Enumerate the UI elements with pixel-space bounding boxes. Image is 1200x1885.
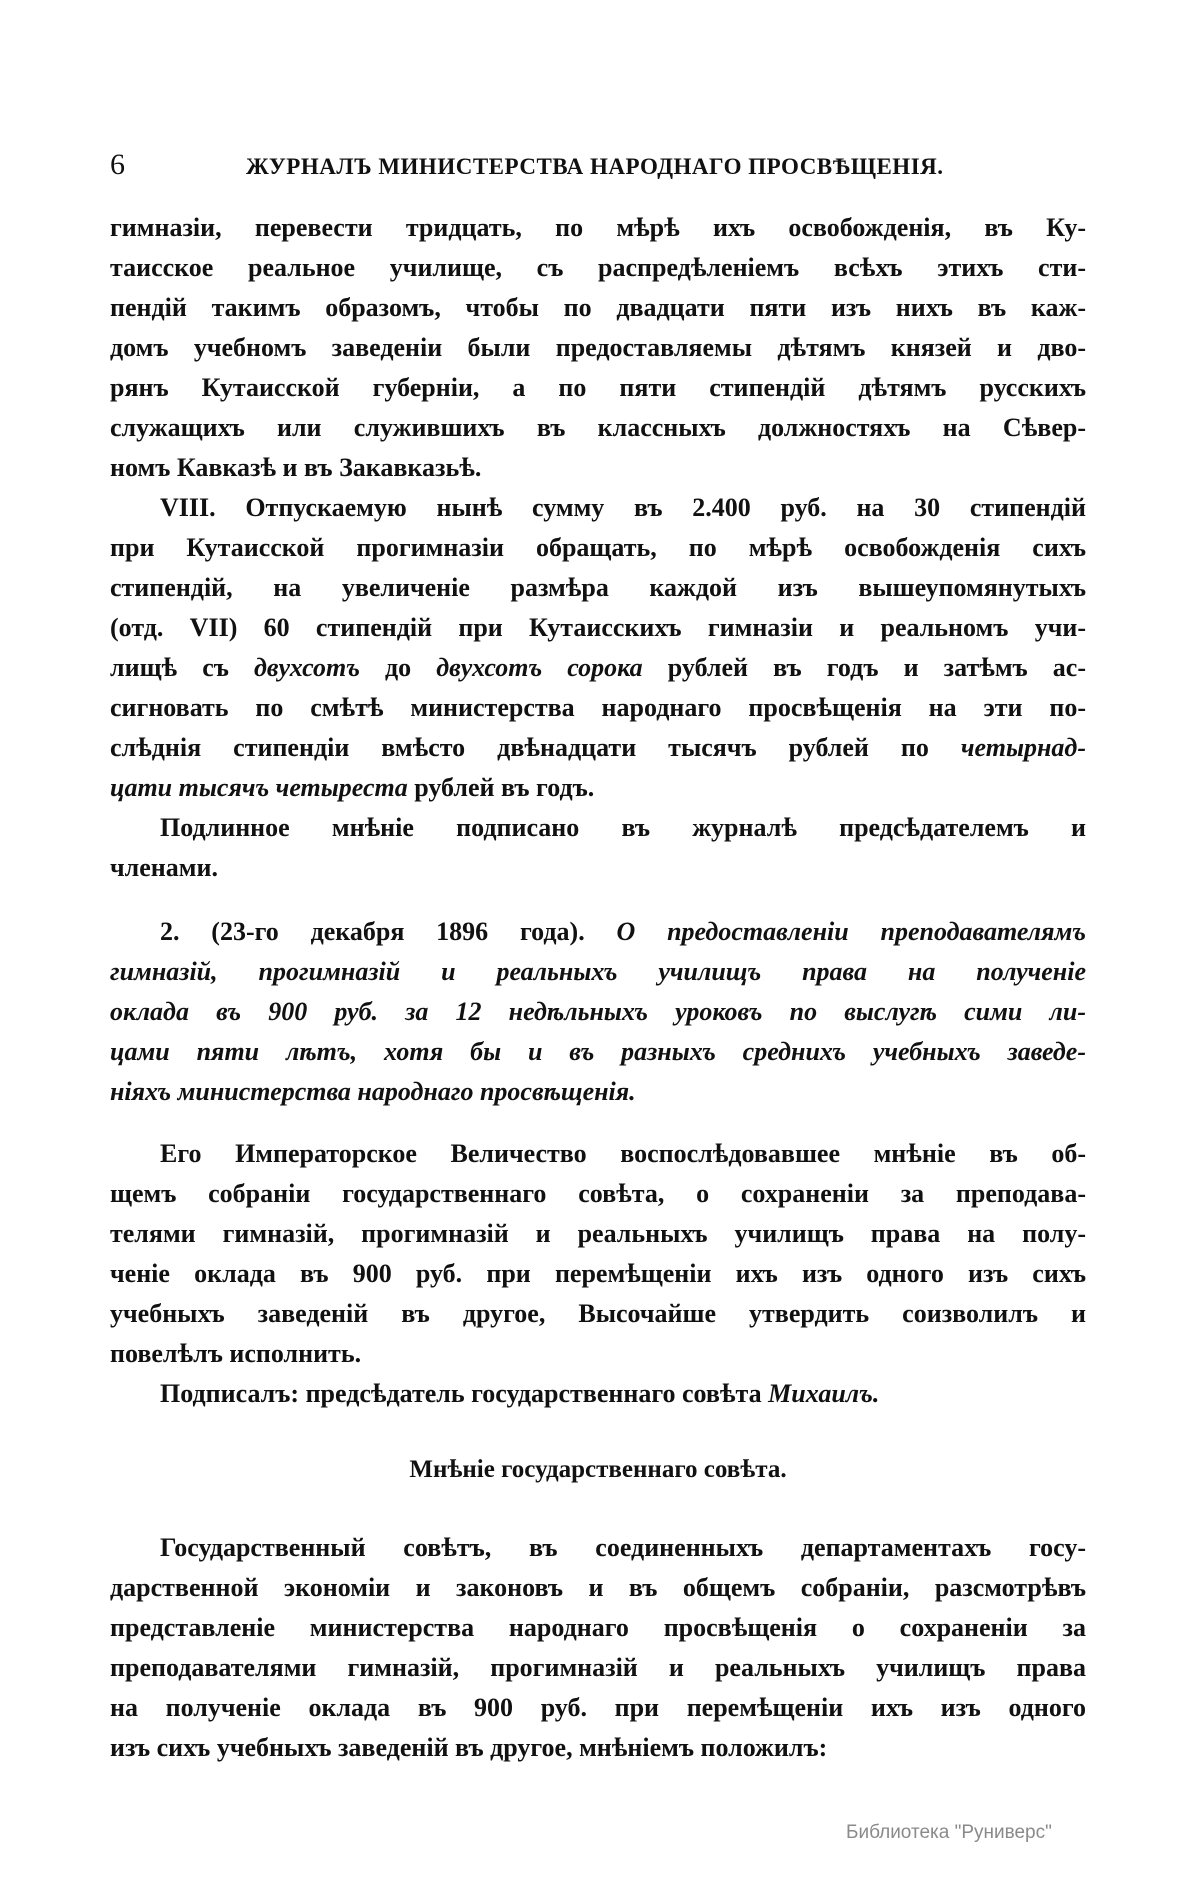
text-segment: Мнѣніе государственнаго совѣта. xyxy=(409,1456,787,1483)
text-line xyxy=(110,1374,1086,1414)
text-segment: 2. (23-го декабря 1896 года). xyxy=(160,917,617,946)
text-line xyxy=(110,528,1086,568)
text-segment: дарственной экономіи и законовъ и въ общемъ собраніи, разсмотрѣвъ xyxy=(110,1573,1086,1602)
text-segment: гимназіи, перевести тридцать, по мѣрѣ ихъ освобожденія, въ Ку- xyxy=(110,213,1086,242)
text-line xyxy=(110,1334,1086,1374)
text-line xyxy=(110,1648,1086,1688)
italic-text: ніяхъ министерства народнаго просвѣщенія. xyxy=(110,1077,636,1106)
text-segment: номъ Кавказѣ и въ Закавказьѣ. xyxy=(110,453,482,482)
text-segment: лищѣ съ xyxy=(110,653,255,682)
text-segment: служащихъ или служившихъ въ классныхъ должностяхъ на Сѣвер- xyxy=(110,413,1086,442)
running-title: ЖУРНАЛЪ МИНИСТЕРСТВА НАРОДНАГО ПРОСВѢЩЕНІЯ. xyxy=(246,154,944,179)
italic-text: О предоставленіи преподавателямъ xyxy=(616,917,1086,946)
text-segment: таисское реальное училище, съ распредѣленіемъ всѣхъ этихъ сти- xyxy=(110,253,1086,282)
text-segment: при Кутаисской прогимназіи обращать, по мѣрѣ освобожденія сихъ xyxy=(110,533,1086,562)
text-line xyxy=(110,648,1086,688)
text-segment: телями гимназій, прогимназій и реальныхъ училищъ права на полу- xyxy=(110,1219,1086,1248)
paragraph xyxy=(110,208,1086,488)
italic-text: четырнад- xyxy=(960,733,1086,762)
italic-text: Михаилъ. xyxy=(768,1379,880,1408)
text-segment: стипендій, на увеличеніе размѣра каждой изъ вышеупомянутыхъ xyxy=(110,573,1086,602)
text-line xyxy=(110,992,1086,1032)
page-number: 6 xyxy=(110,148,125,181)
text-segment: повелѣлъ исполнить. xyxy=(110,1339,362,1368)
italic-text: двухсотъ сорока xyxy=(436,653,643,682)
text-line xyxy=(110,1134,1086,1174)
text-line xyxy=(110,1072,1086,1112)
text-line xyxy=(110,608,1086,648)
text-line xyxy=(110,408,1086,448)
text-line xyxy=(110,1728,1086,1768)
text-line xyxy=(110,848,1086,888)
text-segment: изъ сихъ учебныхъ заведеній въ другое, мнѣніемъ положилъ: xyxy=(110,1733,828,1762)
text-segment: сигновать по смѣтѣ министерства народнаго просвѣщенія на эти по- xyxy=(110,693,1086,722)
italic-text: двухсотъ xyxy=(254,653,360,682)
italic-text: оклада въ 900 руб. за 12 недѣльныхъ уроковъ по выслугѣ сими ли- xyxy=(110,997,1086,1026)
running-header xyxy=(110,148,1090,188)
text-line xyxy=(110,1568,1086,1608)
paragraph xyxy=(110,488,1086,808)
section-heading xyxy=(110,1450,1086,1490)
text-segment: слѣднія стипендіи вмѣсто двѣнадцати тысячъ рублей по xyxy=(110,733,961,762)
paragraph xyxy=(110,1528,1086,1768)
text-segment: щемъ собраніи государственнаго совѣта, о сохраненіи за преподава- xyxy=(110,1179,1086,1208)
text-line xyxy=(110,328,1086,368)
text-line xyxy=(110,1214,1086,1254)
text-line xyxy=(110,952,1086,992)
text-line xyxy=(110,808,1086,848)
text-segment: ченіе оклада въ 900 руб. при перемѣщеніи ихъ изъ одного изъ сихъ xyxy=(110,1259,1086,1288)
text-segment: членами. xyxy=(110,853,218,882)
text-line xyxy=(110,488,1086,528)
text-line xyxy=(110,1450,1086,1490)
text-line xyxy=(110,1688,1086,1728)
italic-text: цами пяти лѣтъ, хотя бы и въ разныхъ среднихъ учебныхъ заведе- xyxy=(110,1037,1086,1066)
text-line xyxy=(110,1608,1086,1648)
text-line xyxy=(110,568,1086,608)
text-line xyxy=(110,248,1086,288)
text-line xyxy=(110,728,1086,768)
text-line xyxy=(110,448,1086,488)
text-segment: пендій такимъ образомъ, чтобы по двадцати пяти изъ нихъ въ каж- xyxy=(110,293,1086,322)
text-segment: представленіе министерства народнаго просвѣщенія о сохраненіи за xyxy=(110,1613,1086,1642)
paragraph xyxy=(110,912,1086,1112)
text-line xyxy=(110,1032,1086,1072)
library-watermark: Библиотека "Руниверс" xyxy=(846,1822,1052,1843)
text-segment: Подписалъ: предсѣдатель государственнаго совѣта xyxy=(160,1379,769,1408)
text-line xyxy=(110,1294,1086,1334)
text-segment: рублей въ годъ и затѣмъ ас- xyxy=(642,653,1086,682)
text-segment: на полученіе оклада въ 900 руб. при перемѣщеніи ихъ изъ одного xyxy=(110,1693,1086,1722)
text-segment: Государственный совѣтъ, въ соединенныхъ департаментахъ госу- xyxy=(160,1533,1086,1562)
text-line xyxy=(110,368,1086,408)
text-segment: преподавателями гимназій, прогимназій и реальныхъ училищъ права xyxy=(110,1653,1086,1682)
text-line xyxy=(110,688,1086,728)
text-line xyxy=(110,288,1086,328)
text-line xyxy=(110,208,1086,248)
text-segment: до xyxy=(359,653,437,682)
italic-text: гимназій, прогимназій и реальныхъ училищъ права на полученіе xyxy=(110,957,1086,986)
text-segment: VIII. Отпускаемую нынѣ сумму въ 2.400 руб. на 30 стипендій xyxy=(160,493,1086,522)
text-line xyxy=(110,1528,1086,1568)
paragraph xyxy=(110,808,1086,888)
text-segment: Подлинное мнѣніе подписано въ журналѣ предсѣдателемъ и xyxy=(160,813,1086,842)
text-line xyxy=(110,1174,1086,1214)
text-line xyxy=(110,912,1086,952)
document-body xyxy=(110,208,1086,1768)
text-line xyxy=(110,768,1086,808)
text-line xyxy=(110,1254,1086,1294)
text-segment: Его Императорское Величество воспослѣдовавшее мнѣніе въ об- xyxy=(160,1139,1086,1168)
text-segment: (отд. VII) 60 стипендій при Кутаисскихъ гимназіи и реальномъ учи- xyxy=(110,613,1086,642)
text-segment: домъ учебномъ заведеніи были предоставляемы дѣтямъ князей и дво- xyxy=(110,333,1086,362)
text-segment: рублей въ годъ. xyxy=(407,773,595,802)
text-segment: рянъ Кутаисской губерніи, а по пяти стипендій дѣтямъ русскихъ xyxy=(110,373,1086,402)
paragraph xyxy=(110,1374,1086,1414)
text-segment: учебныхъ заведеній въ другое, Высочайше утвердить соизволилъ и xyxy=(110,1299,1086,1328)
paragraph xyxy=(110,1134,1086,1374)
italic-text: цати тысячъ четыреста xyxy=(110,773,408,802)
